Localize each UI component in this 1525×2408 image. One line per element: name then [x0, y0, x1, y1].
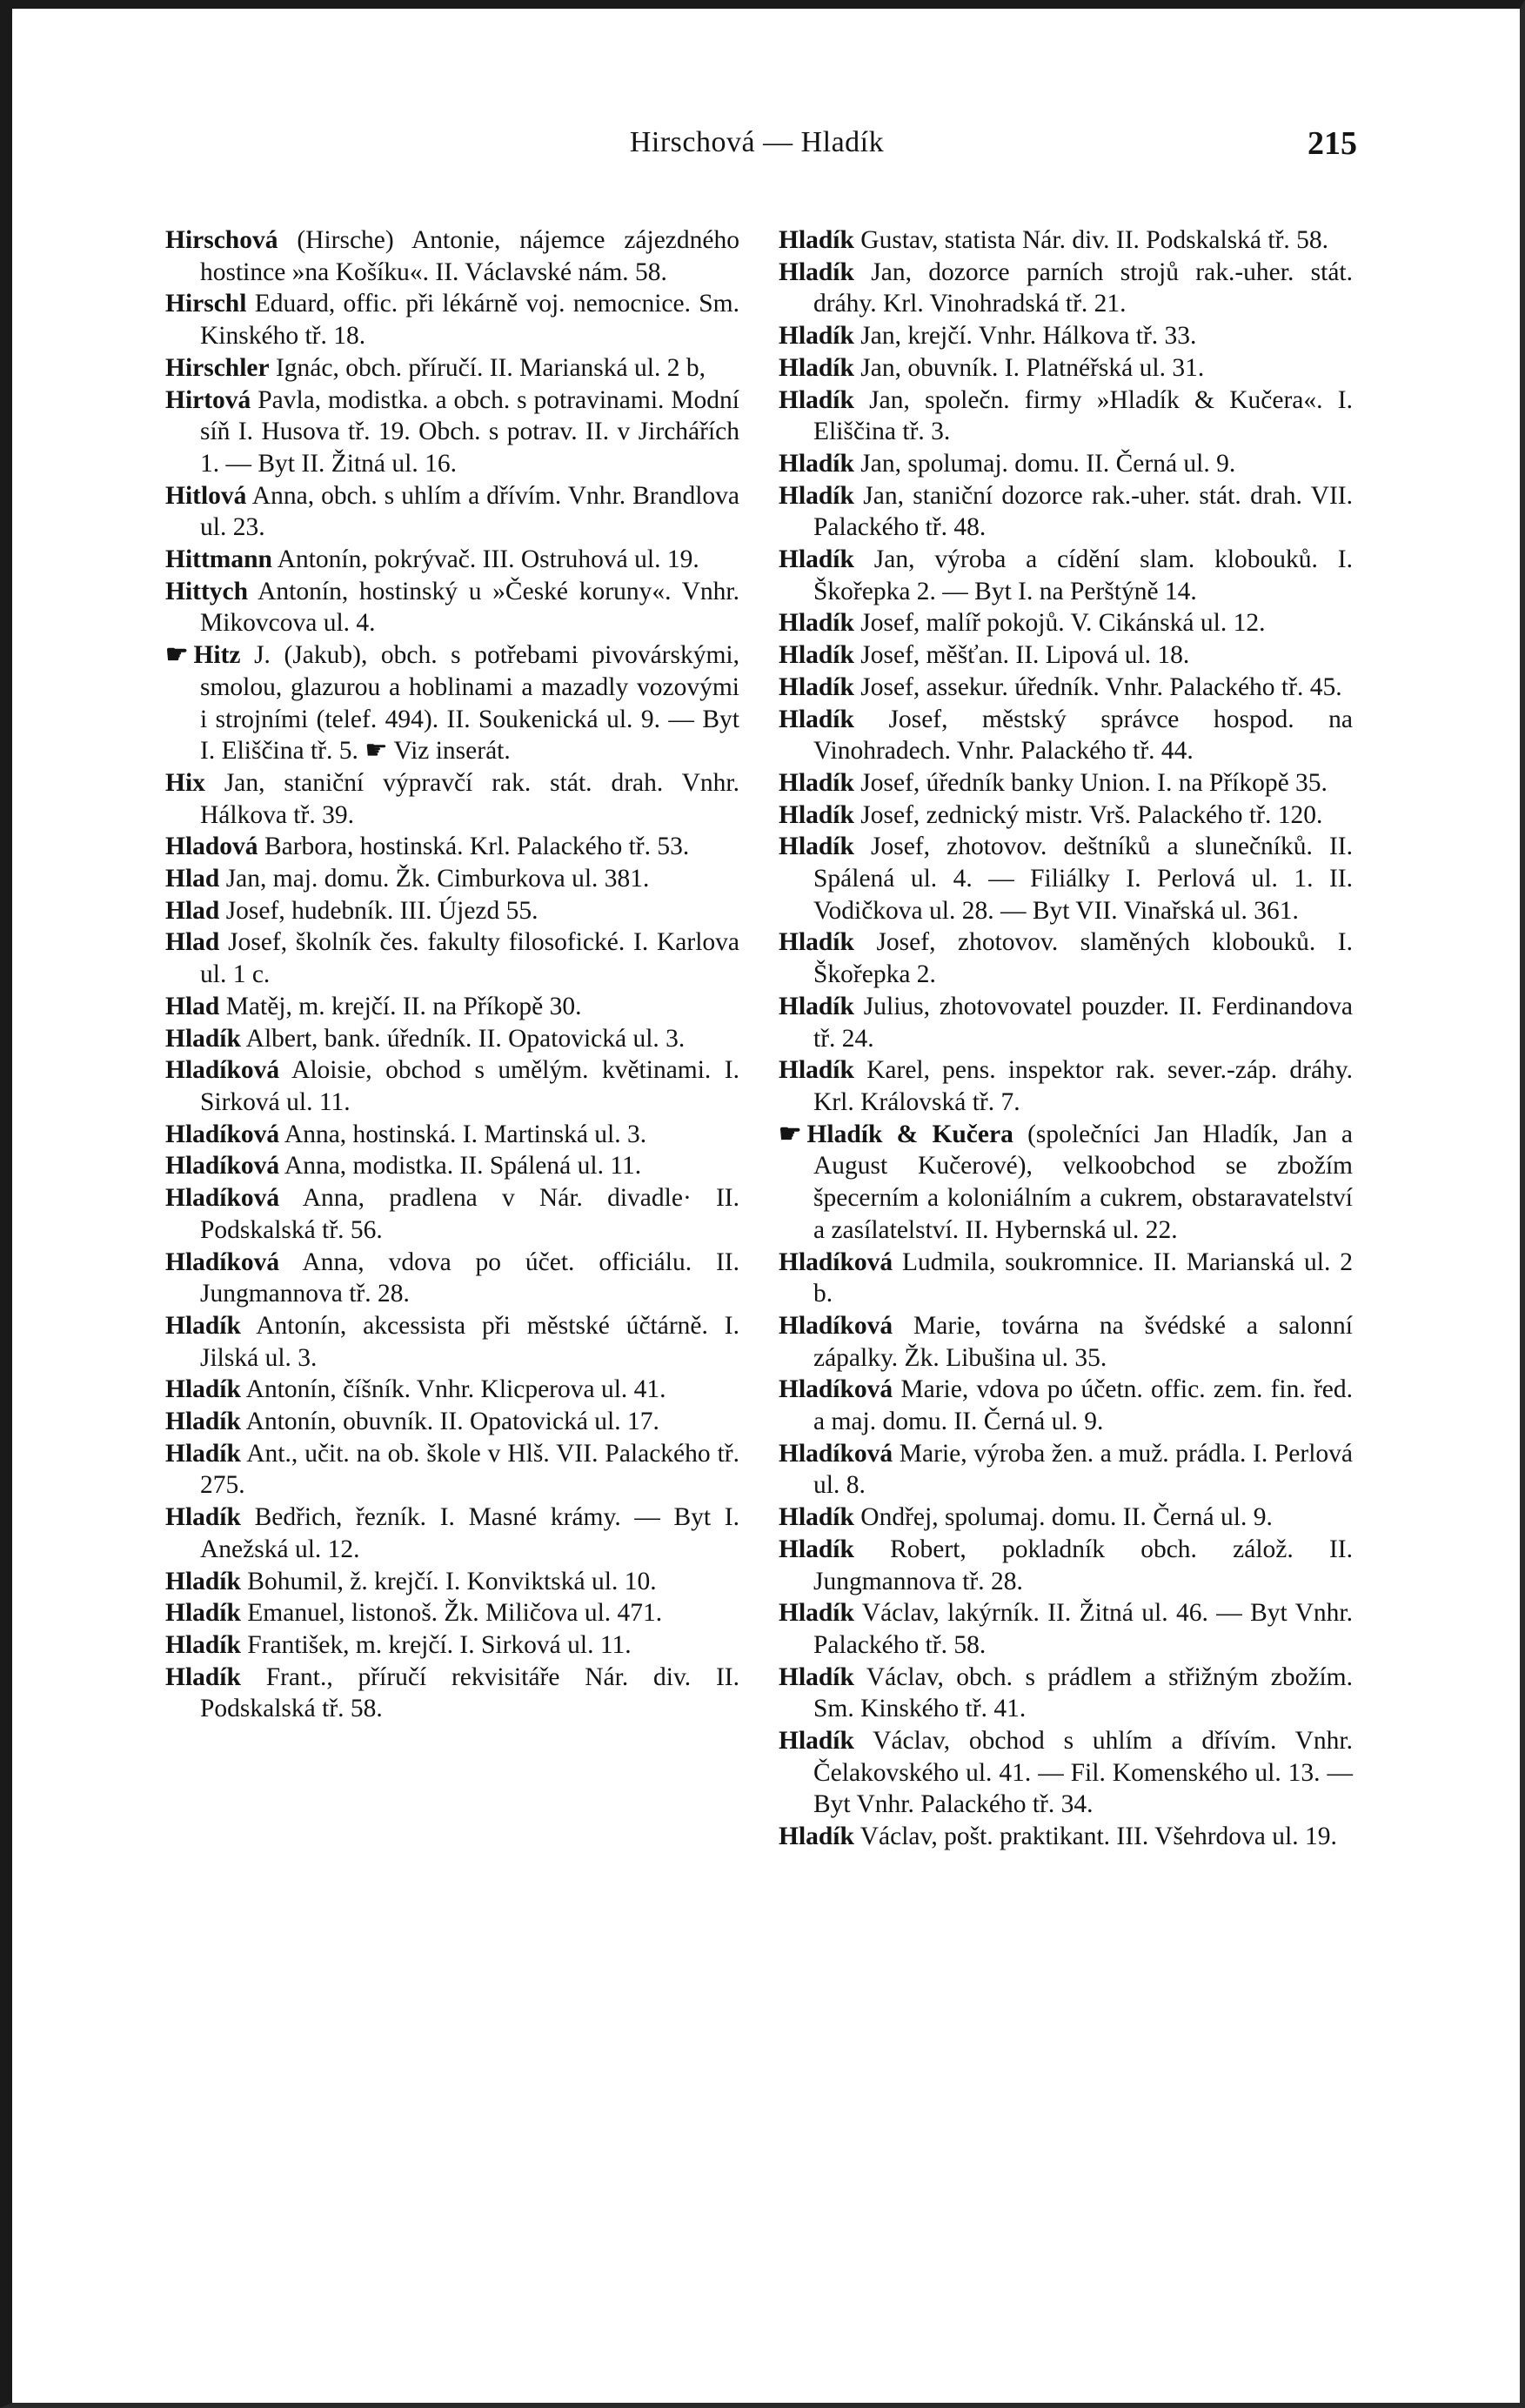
entry-surname: Hlad	[165, 928, 220, 957]
entry-details: Jan, krejčí. Vnhr. Hálkova tř. 33.	[853, 322, 1197, 351]
directory-entry	[165, 1502, 739, 1565]
directory-entry	[779, 1438, 1353, 1502]
entry-surname: Hladík	[779, 226, 854, 254]
entry-details: Jan, dozorce parních strojů rak.-uher. stát. dráhy. Krl. Vinohradská tř. 21.	[813, 258, 1353, 318]
entry-surname: Hirschler	[165, 353, 270, 382]
entry-surname: Hirschová	[165, 226, 278, 254]
entry-surname: Hix	[165, 768, 205, 797]
directory-entry	[165, 1438, 739, 1502]
entry-details: Bohumil, ž. krejčí. I. Konviktská ul. 10.	[240, 1567, 657, 1595]
entry-details: Ludmila, soukromnice. II. Marianská ul. 2 b.	[813, 1247, 1353, 1308]
entry-surname: Hladík	[779, 545, 854, 574]
entry-surname: Hladík	[779, 800, 854, 829]
entry-surname: Hladík	[779, 481, 854, 510]
directory-entry	[779, 1821, 1353, 1853]
directory-entry	[779, 1502, 1353, 1534]
entry-surname: Hladíková	[779, 1311, 893, 1340]
directory-entry	[779, 448, 1353, 480]
entry-surname: Hladík	[779, 353, 854, 382]
entry-details: Jan, maj. domu. Žk. Cimburkova ul. 381.	[219, 865, 650, 893]
entry-details: Antonín, akcessista při městské účtárně. I. Jilská ul. 3.	[200, 1311, 739, 1372]
directory-entry	[165, 1150, 739, 1182]
entry-surname: Hladík	[165, 1630, 241, 1659]
entry-details: Václav, obch. s prádlem a střižným zbožím. Sm. Kinského tř. 41.	[813, 1662, 1353, 1723]
entry-details: Josef, assekur. úředník. Vnhr. Palackého tř. 45.	[853, 672, 1342, 701]
entry-surname: Hladík	[779, 1823, 854, 1851]
directory-entry	[779, 544, 1353, 607]
directory-entry	[165, 480, 739, 544]
entry-details: Barbora, hostinská. Krl. Palackého tř. 53.	[258, 833, 690, 861]
entry-surname: Hladík & Kučera	[806, 1120, 1013, 1148]
directory-entry	[165, 1662, 739, 1725]
entry-surname: Hladík	[779, 641, 854, 670]
entry-details: Karel, pens. inspektor rak. sever.-záp. dráhy. Krl. Královská tř. 7.	[813, 1056, 1353, 1116]
entry-surname: Hladík	[779, 1599, 854, 1628]
entry-details: Antonín, hostinský u »České koruny«. Vnhr. Mikovcova ul. 4.	[200, 577, 739, 638]
entry-details: Antonín, pokrývač. III. Ostruhová ul. 19.	[271, 545, 699, 574]
entry-surname: Hladík	[779, 1535, 854, 1563]
running-head: Hirschová — Hladík	[629, 126, 885, 158]
entry-details: Anna, pradlena v Nár. divadle· II. Podskalská tř. 56.	[200, 1184, 739, 1244]
entry-surname: Hladík	[165, 1439, 241, 1468]
entry-surname: Hitlová	[165, 481, 247, 510]
directory-entry	[779, 607, 1353, 639]
directory-entry	[165, 1182, 739, 1246]
directory-entry	[779, 639, 1353, 672]
directory-entry	[165, 926, 739, 990]
directory-entry	[779, 1374, 1353, 1437]
directory-entry	[779, 991, 1353, 1054]
entry-surname: Hladík	[779, 385, 854, 414]
entry-details: Václav, obchod s uhlím a dřívím. Vnhr. Čelakovského ul. 41. — Fil. Komenského ul. 13. — Byt Vnhr. Palackého tř. 34.	[813, 1727, 1353, 1819]
entry-details: Václav, pošt. praktikant. III. Všehrdova ul. 19.	[853, 1823, 1337, 1851]
directory-entry	[779, 799, 1353, 832]
entry-details: (společníci Jan Hladík, Jan a August Kučerové), velkoobchod se zbožím špecerním a koloniálním a cukrem, obstaravatelství a zasílatelství. II. Hybernská ul. 22.	[813, 1120, 1353, 1244]
entry-details: Jan, spolumaj. domu. II. Černá ul. 9.	[853, 449, 1236, 478]
entry-details: Josef, zhotovov. slaměných klobouků. I. Škořepka 2.	[813, 928, 1353, 989]
entry-details: Pavla, modistka. a obch. s potravinami. Modní síň I. Husova tř. 19. Obch. s potrav. II. v Jirchářích 1. — Byt II. Žitná ul. 16.	[200, 385, 739, 478]
entry-surname: Hladík	[165, 1375, 241, 1404]
entry-details: Josef, zednický mistr. Vrš. Palackého tř. 120.	[853, 800, 1323, 829]
page-number: 215	[1308, 125, 1357, 162]
entry-surname: Hladík	[779, 1662, 854, 1691]
directory-entry	[779, 1725, 1353, 1821]
directory-entry	[165, 1023, 739, 1055]
directory-entry	[779, 926, 1353, 990]
entry-surname: Hladíková	[165, 1184, 280, 1213]
entry-details: Emanuel, listonoš. Žk. Miličova ul. 471.	[240, 1599, 663, 1628]
entry-surname: Hitz	[193, 641, 241, 670]
directory-entry	[165, 639, 739, 767]
directory-entry	[165, 385, 739, 480]
entry-surname: Hladíková	[779, 1375, 893, 1404]
entry-details: Ant., učit. na ob. škole v Hlš. VII. Palackého tř. 275.	[200, 1439, 739, 1500]
directory-entry	[779, 831, 1353, 926]
directory-entry	[165, 1247, 739, 1310]
entry-surname: Hladík	[779, 833, 854, 861]
entry-surname: Hlad	[165, 896, 220, 925]
entry-details: Jan, staniční dozorce rak.-uher. stát. drah. VII. Palackého tř. 48.	[813, 481, 1353, 542]
directory-entry	[165, 1054, 739, 1118]
entry-surname: Hlad	[165, 992, 220, 1020]
entry-surname: Hladová	[165, 833, 258, 861]
entry-details: Josef, zhotovov. deštníků a slunečníků. II. Spálená ul. 4. — Filiálky I. Perlová ul. 1. II. Vodičkova ul. 28. — Byt VII. Vinařská ul. 361.	[813, 833, 1353, 925]
entry-surname: Hladík	[779, 705, 854, 733]
entry-surname: Hittmann	[165, 545, 272, 574]
directory-entry	[779, 1310, 1353, 1374]
entry-surname: Hladík	[165, 1662, 241, 1691]
entry-surname: Hirtová	[165, 385, 251, 414]
right-column	[779, 224, 1353, 1853]
directory-entry	[779, 767, 1353, 799]
entry-details: Robert, pokladník obch. zálož. II. Jungmannova tř. 28.	[813, 1535, 1353, 1595]
directory-entry	[779, 672, 1353, 704]
entry-surname: Hladík	[779, 609, 854, 638]
entry-details: Antonín, číšník. Vnhr. Klicperova ul. 41.	[240, 1375, 666, 1404]
entry-surname: Hladík	[779, 1503, 854, 1532]
entry-details: Gustav, statista Nár. div. II. Podskalská tř. 58.	[853, 226, 1329, 254]
entry-details: Josef, hudebník. III. Újezd 55.	[219, 896, 538, 925]
entry-surname: Hladíková	[165, 1120, 280, 1148]
entry-details: Josef, školník čes. fakulty filosofické. I. Karlova ul. 1 c.	[200, 928, 739, 989]
entry-details: Antonín, obuvník. II. Opatovická ul. 17.	[240, 1408, 659, 1436]
entry-details: Josef, měšťan. II. Lipová ul. 18.	[853, 641, 1190, 670]
entry-details: Anna, vdova po účet. officiálu. II. Jungmannova tř. 28.	[200, 1247, 739, 1308]
directory-entry	[165, 895, 739, 927]
entry-details: Josef, městský správce hospod. na Vinohradech. Vnhr. Palackého tř. 44.	[813, 705, 1353, 766]
pointing-hand-icon: ☛	[165, 641, 189, 670]
directory-entry	[779, 257, 1353, 320]
entry-surname: Hladík	[779, 1727, 854, 1756]
page-header	[157, 126, 1357, 178]
entry-surname: Hladík	[779, 768, 854, 797]
directory-entry	[165, 767, 739, 831]
directory-entry	[165, 352, 739, 385]
entry-details: Bedřich, řezník. I. Masné krámy. — Byt I. Anežská ul. 12.	[200, 1503, 739, 1563]
entry-surname: Hladík	[165, 1408, 241, 1436]
directory-entry	[165, 1629, 739, 1662]
entry-details: Josef, úředník banky Union. I. na Příkopě 35.	[853, 768, 1328, 797]
entry-details: Ondřej, spolumaj. domu. II. Černá ul. 9.	[853, 1503, 1273, 1532]
entry-details: František, m. krejčí. I. Sirková ul. 11.	[240, 1630, 632, 1659]
entry-surname: Hladík	[779, 1056, 854, 1085]
directory-entry	[165, 863, 739, 895]
entry-surname: Hladík	[779, 992, 854, 1020]
entry-surname: Hladík	[779, 928, 854, 957]
entry-details: Matěj, m. krejčí. II. na Příkopě 30.	[219, 992, 582, 1020]
directory-entry	[165, 544, 739, 576]
entry-surname: Hladík	[165, 1024, 241, 1053]
entry-details: J. (Jakub), obch. s potřebami pivovárskými, smolou, glazurou a hoblinami a mazadly vozovými i strojními (telef. 494). II. Soukenická ul. 9. — Byt I. Eliščina tř. 5. ☛ Viz inserát.	[200, 641, 739, 766]
directory-entry	[779, 480, 1353, 544]
entry-details: Marie, vdova po účetn. offic. zem. fin. řed. a maj. domu. II. Černá ul. 9.	[813, 1375, 1353, 1436]
entry-details: Aloisie, obchod s umělým. květinami. I. Sirková ul. 11.	[200, 1056, 739, 1116]
directory-entry	[779, 385, 1353, 448]
left-column	[165, 224, 739, 1725]
entry-surname: Hirschl	[165, 290, 247, 318]
directory-entry	[779, 1597, 1353, 1661]
directory-entry	[779, 1247, 1353, 1310]
directory-entry	[165, 1597, 739, 1629]
directory-entry	[165, 991, 739, 1023]
entry-details: Jan, společn. firmy »Hladík & Kučera«. I. Eliščina tř. 3.	[813, 385, 1353, 446]
entry-details: (Hirsche) Antonie, nájemce zájezdného hostince »na Košíku«. II. Václavské nám. 58.	[200, 226, 739, 286]
directory-entry	[165, 224, 739, 288]
directory-entry	[165, 576, 739, 639]
entry-details: Jan, staniční výpravčí rak. stát. drah. Vnhr. Hálkova tř. 39.	[200, 768, 739, 829]
entry-surname: Hladíková	[165, 1152, 280, 1181]
directory-entry	[165, 1310, 739, 1374]
entry-details: Josef, malíř pokojů. V. Cikánská ul. 12.	[853, 609, 1266, 638]
pointing-hand-icon: ☛	[779, 1120, 802, 1148]
directory-entry	[165, 831, 739, 863]
entry-surname: Hittych	[165, 577, 249, 605]
directory-entry	[779, 224, 1353, 257]
directory-entry	[165, 288, 739, 351]
directory-entry	[779, 704, 1353, 767]
directory-entry	[165, 1406, 739, 1438]
entry-surname: Hlad	[165, 865, 220, 893]
directory-entry	[165, 1374, 739, 1406]
directory-entry	[779, 320, 1353, 352]
directory-entry	[779, 1662, 1353, 1725]
entry-details: Jan, výroba a cídění slam. klobouků. I. Škořepka 2. — Byt I. na Perštýně 14.	[813, 545, 1353, 605]
entry-surname: Hladík	[779, 258, 854, 286]
entry-details: Marie, továrna na švédské a salonní zápalky. Žk. Libušina ul. 35.	[813, 1311, 1353, 1372]
directory-entry	[779, 1534, 1353, 1597]
entry-surname: Hladík	[165, 1503, 241, 1532]
entry-details: Frant., příručí rekvisitáře Nár. div. II. Podskalská tř. 58.	[200, 1662, 739, 1723]
entry-details: Julius, zhotovovatel pouzder. II. Ferdinandova tř. 24.	[813, 992, 1353, 1053]
directory-entry	[779, 352, 1353, 385]
entry-surname: Hladíková	[165, 1247, 280, 1276]
entry-surname: Hladík	[779, 672, 854, 701]
entry-details: Anna, obch. s uhlím a dřívím. Vnhr. Brandlova ul. 23.	[200, 481, 739, 542]
entry-surname: Hladíková	[165, 1056, 280, 1085]
entry-details: Anna, modistka. II. Spálená ul. 11.	[279, 1152, 642, 1181]
entry-details: Anna, hostinská. I. Martinská ul. 3.	[279, 1120, 647, 1148]
entry-details: Marie, výroba žen. a muž. prádla. I. Perlová ul. 8.	[813, 1439, 1353, 1500]
entry-details: Eduard, offic. při lékárně voj. nemocnice. Sm. Kinského tř. 18.	[200, 290, 739, 351]
entry-details: Václav, lakýrník. II. Žitná ul. 46. — Byt Vnhr. Palackého tř. 58.	[813, 1599, 1353, 1659]
entry-details: Jan, obuvník. I. Platnéřská ul. 31.	[853, 353, 1205, 382]
entry-surname: Hladík	[779, 322, 854, 351]
directory-entry	[165, 1119, 739, 1151]
entry-surname: Hladíková	[779, 1439, 893, 1468]
entry-surname: Hladík	[779, 449, 854, 478]
directory-entry	[779, 1054, 1353, 1118]
entry-surname: Hladík	[165, 1567, 241, 1595]
entry-details: Albert, bank. úředník. II. Opatovická ul. 3.	[240, 1024, 686, 1053]
directory-entry	[165, 1566, 739, 1598]
entry-surname: Hladíková	[779, 1247, 893, 1276]
entry-surname: Hladík	[165, 1599, 241, 1628]
directory-entry	[779, 1119, 1353, 1247]
entry-details: Ignác, obch. příručí. II. Marianská ul. 2 b,	[269, 353, 706, 382]
entry-surname: Hladík	[165, 1311, 241, 1340]
